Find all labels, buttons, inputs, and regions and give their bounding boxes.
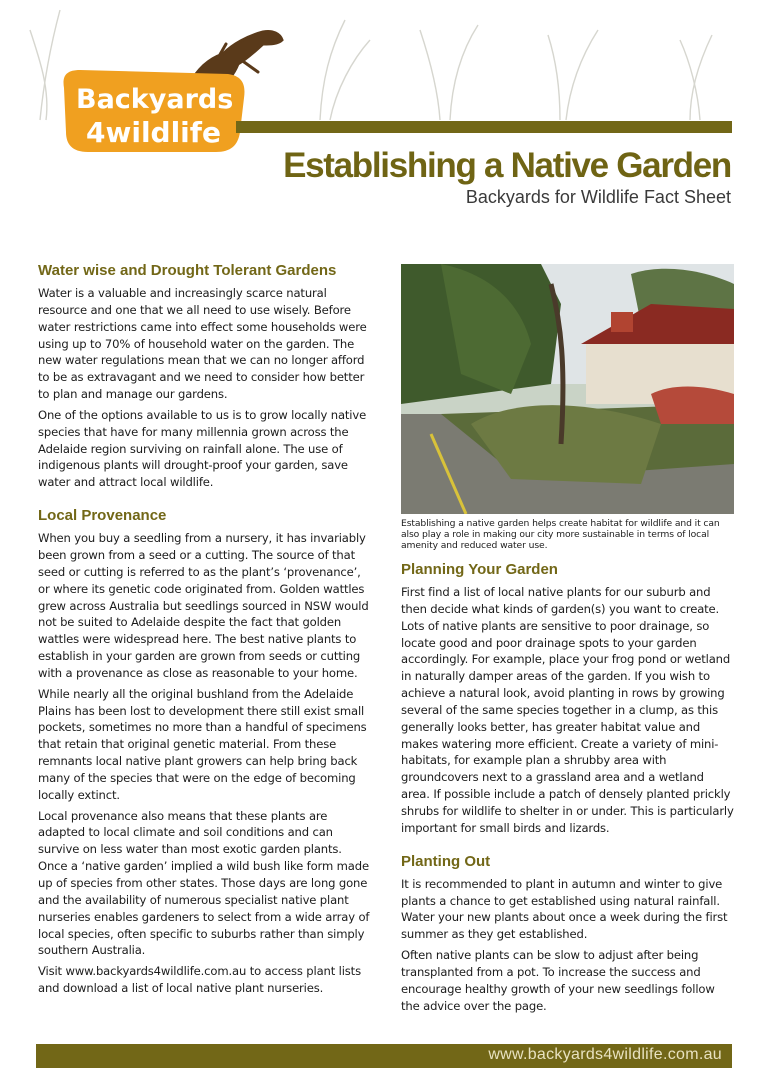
- logo-line2: 4wildlife: [86, 116, 221, 149]
- paragraph: Water is a valuable and increasingly scarce natural resource and one that we all need to use wisely. Before water restrictions came into effect some households were using up to 70% of household water on the garden. The new water regulations mean that we can no longer afford to be as extravagant and we need to consider how better to plan and manage our gardens.: [38, 286, 367, 402]
- paragraph: Often native plants can be slow to adjust after being transplanted from a pot. To increase the success and encourage healthy growth of your new seedlings follow the advice over the page.: [401, 948, 715, 1013]
- logo-graphic: [58, 14, 298, 164]
- backyards4wildlife-logo: [58, 14, 298, 164]
- right-column: [401, 264, 734, 1018]
- heading-planning-your-garden: Planning Your Garden: [401, 561, 558, 578]
- footer-bar: [36, 1044, 732, 1068]
- paragraph: While nearly all the original bushland from the Adelaide Plains has been lost to development there still exist small pockets, sometimes no more than a handful of specimens that retain that original genetic material. From these remnants local native plant growers can help bring back many of the species that were on the edge of becoming locally extinct.: [38, 686, 367, 802]
- heading-water-wise: Water wise and Drought Tolerant Gardens: [38, 262, 337, 279]
- logo-line1: Backyards: [76, 84, 234, 115]
- left-column: [38, 262, 370, 1001]
- page-subtitle: Backyards for Wildlife Fact Sheet: [465, 187, 731, 207]
- paragraph: One of the options available to us is to grow locally native species that have for many millennia grown across the Adelaide region surviving on rainfall alone. The use of indigenous plants will drought-proof your garden, save water and attract local wildlife.: [38, 407, 367, 490]
- garden-photo: [401, 264, 734, 514]
- paragraph: When you buy a seedling from a nursery, it has invariably been grown from a seed or a cutting. The source of that seed or cutting is referred to as the plant’s ‘provenance’, or where its genetic code originated from. Golden wattles grew across Australia but seedlings sourced in NSW would not be suited to Adelaide despite the fact that golden wattles were widespread here. The best native plants to establish in your garden are grown from seeds or cutting with a provenance as close as reasonable to your home.: [38, 531, 369, 680]
- heading-planting-out: Planting Out: [401, 852, 491, 870]
- paragraph: First find a list of local native plants for our suburb and then decide what kinds of garden(s) you want to create. Lots of native plants are sensitive to poor drainage, so locate good and poor drainage spots to your garden accordingly. For example, place your frog pond or wetland in naturally damper areas of the garden. If you wish to achieve a natural look, avoid planting in rows by growing several of the same species together in a clump, as this generally looks better, has greater habitat value and makes watering more efficient. Create a variety of mini-habitats, for example plan a shrubby area with groundcovers next to a grassland area and a wetland area. If possible include a patch of densely planted prickly shrubs for wildlife to shelter in or under. This is particularly important for small birds and lizards.: [401, 585, 734, 835]
- header-rule: [236, 121, 732, 133]
- page-title: Establishing a Native Garden: [283, 146, 731, 185]
- footer-url[interactable]: www.backyards4wildlife.com.au: [488, 1046, 722, 1063]
- photo-caption: Establishing a native garden helps create habitat for wildlife and it can also play a role in making our city more sustainable in terms of local amenity and reduced water use.: [401, 518, 720, 551]
- paragraph: Visit www.backyards4wildlife.com.au to access plant lists and download a list of local native plant nurseries.: [38, 964, 361, 996]
- heading-local-provenance: Local Provenance: [38, 507, 167, 525]
- paragraph: It is recommended to plant in autumn and winter to give plants a chance to get established using natural rainfall. Water your new plants about once a week during the first summer as they get established.: [401, 876, 728, 942]
- paragraph: Local provenance also means that these plants are adapted to local climate and soil conditions and can survive on less water than most exotic garden plants. Once a ‘native garden’ implied a wild bush like form made up of species from other states. Those days are long gone and the availability of numerous specialist native plant nurseries enables gardeners to select from a wide array of local species, often specific to suburbs rather than simply southern Australia.: [38, 808, 370, 958]
